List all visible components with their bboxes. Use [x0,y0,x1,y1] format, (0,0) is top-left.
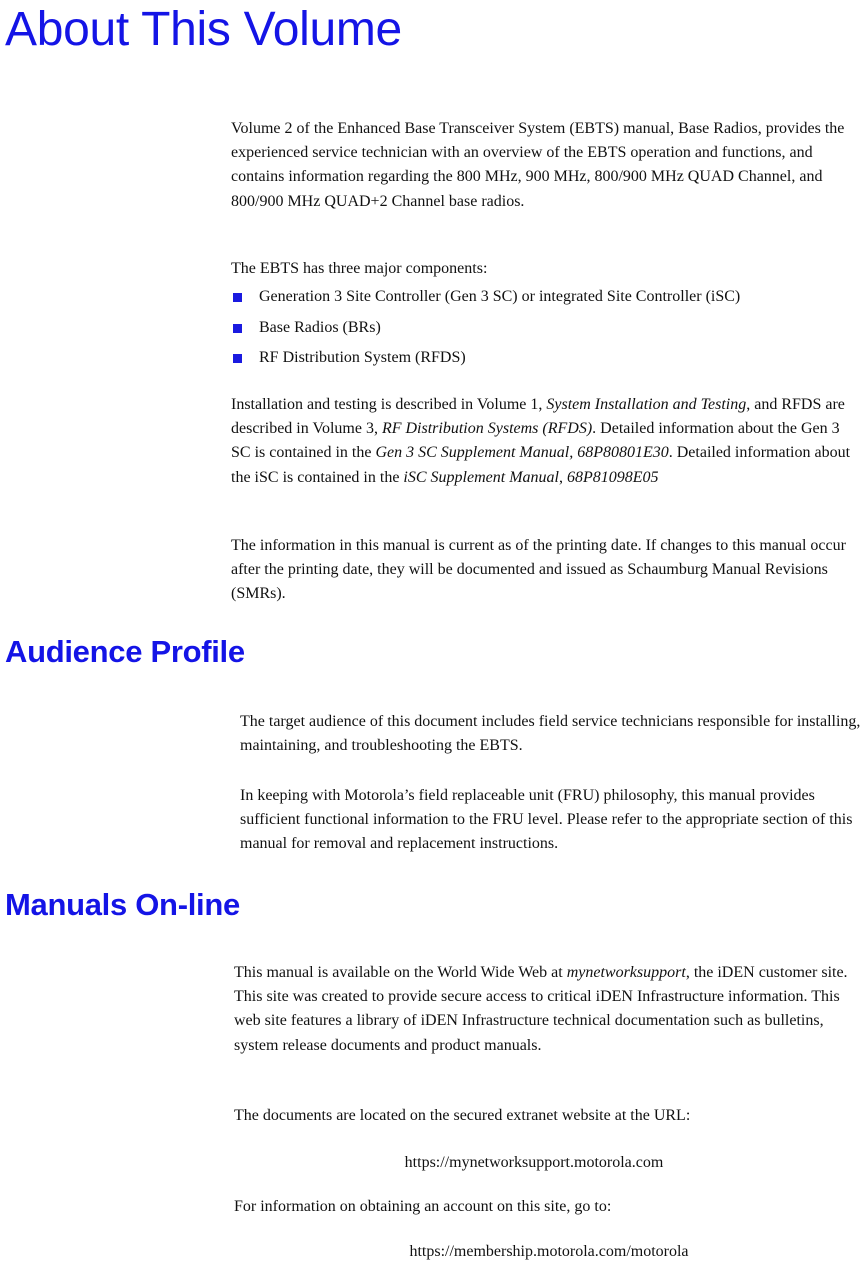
volume1-title: System Installation and Testing [546,396,747,413]
page-title: About This Volume [5,3,402,56]
currency-paragraph: The information in this manual is current as of the printing date. If changes to this manual occur after the printing date, they will be documented and issued as Schaumburg Manual Revisions (SMRs). [231,537,846,603]
manuals-paragraph: This manual is available on the World Wide Web at mynetworksupport, the iDEN customer site. This site was created to provide secure access to critical iDEN Infrastructure information. This web site features a library of iDEN Infrastructure technical documentation such as bulletins, system release documents and product manuals. [234,964,848,1054]
list-item: RF Distribution System (RFDS) [231,346,740,377]
isc-manual-number: 68P81098E05 [566,468,659,486]
about-intro-paragraph: Volume 2 of the Enhanced Base Transceiver System (EBTS) manual, Base Radios, provides the experienced service technician with an overview of the EBTS operation and functions, and contains information regarding the 800 MHz, 900 MHz, 800/900 MHz QUAD Channel, and 800/900 MHz QUAD+2 Channel base radios. [231,120,845,210]
isc-manual-title: iSC Supplement Manual [403,468,559,486]
components-list [231,285,740,377]
square-bullet-icon [233,324,242,333]
fru-paragraph: In keeping with Motorola’s field replaceable unit (FRU) philosophy, this manual provides sufficient functional information to the FRU level. Please refer to the appropriate section of this manual for removal and replacement instructions. [240,787,853,853]
components-intro: The EBTS has three major components: [231,260,488,277]
support-url-link[interactable]: https://mynetworksupport.motorola.com [404,1154,664,1171]
square-bullet-icon [233,354,242,363]
volume3-title: RF Distribution Systems (RFDS) [381,420,593,438]
membership-url-link[interactable]: https://membership.motorola.com/motorola [409,1243,689,1260]
audience-heading: Audience Profile [5,634,245,669]
url-intro: The documents are located on the secured extranet website at the URL: [234,1107,691,1124]
list-item: Base Radios (BRs) [231,316,740,347]
site-name: mynetworksupport [566,964,686,981]
square-bullet-icon [233,293,242,302]
manuals-heading: Manuals On-line [5,887,240,922]
account-intro: For information on obtaining an account on this site, go to: [234,1198,612,1215]
list-item: Generation 3 Site Controller (Gen 3 SC) or integrated Site Controller (iSC) [231,285,740,316]
audience-paragraph: The target audience of this document includes field service technicians responsible for installing, maintaining, and troubleshooting the EBTS. [240,713,861,755]
related-volumes-paragraph: Installation and testing is described in Volume 1, System Installation and Testing, and RFDS are described in Volume 3, RF Distribution Systems (RFDS). Detailed information about the Gen 3 SC is contained in the Gen 3 SC Supplement Manual, 68P80801E30. Detailed information about the iSC is contained in the iSC Supplement Manual, 68P81098E05 [231,396,851,486]
gen3-manual-title: Gen 3 SC Supplement Manual, 68P80801E30 [375,444,669,462]
